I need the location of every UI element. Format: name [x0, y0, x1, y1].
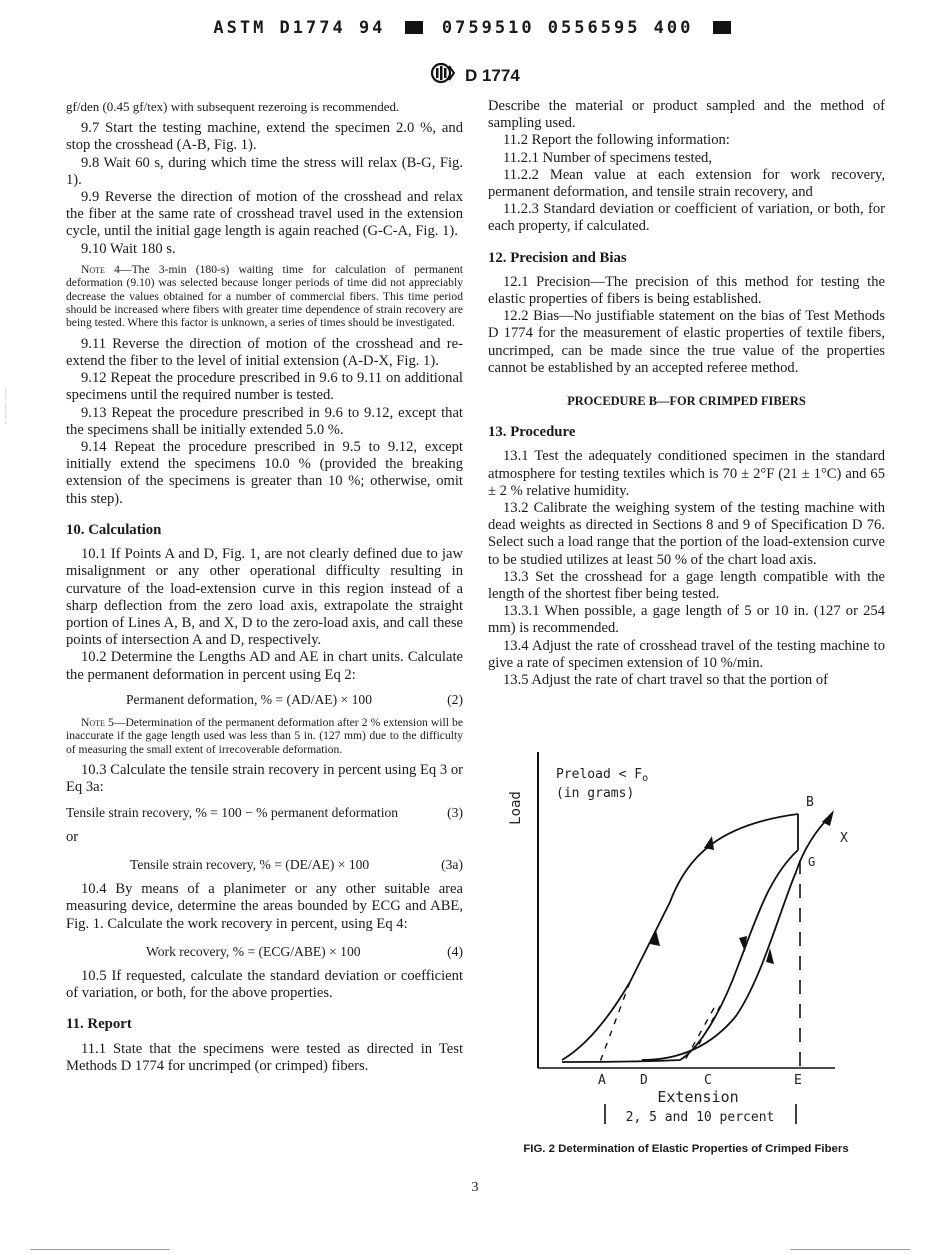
extrapolation-c — [684, 1008, 714, 1062]
right-column — [488, 98, 885, 689]
paragraph-9-9: 9.9 Reverse the direction of motion of the crosshead and relax the fiber at the same rate of crosshead travel used in the extension cycle, until the initial gage length is again reached (G-C-A, Fig. 1). — [66, 189, 463, 240]
point-label-a: A — [598, 1073, 606, 1088]
footer-rule-left — [30, 1249, 170, 1250]
load-axis-label: Load — [508, 791, 524, 825]
preload-label: Preload < $F_o$ — [556, 767, 649, 784]
point-label-x: X — [840, 831, 848, 846]
header-block-mark-end — [713, 21, 731, 34]
arrow-recovery — [739, 936, 747, 952]
equation-2-text: Permanent deformation, % = (AD/AE) × 100 — [126, 691, 372, 707]
paragraph-13-3-1: 13.3.1 When possible, a gage length of 5 or 10 in. (127 or 254 mm) is recommended. — [488, 603, 885, 637]
header-block-mark — [405, 21, 423, 34]
note-5-text: —Determination of the permanent deformation after 2 % extension will be inaccurate if the gage length used was less than 5 in. (127 mm) due to the difficulty of measuring the small extent of irrecoverable deformation. — [66, 715, 463, 756]
paragraph-9-10: 9.10 Wait 180 s. — [81, 240, 176, 257]
paragraph-9-13: 9.13 Repeat the procedure prescribed in 9.6 to 9.12, except that the specimens shall be initially extended 5.0 %. — [66, 404, 463, 438]
paragraph-9-14: 9.14 Repeat the procedure prescribed in 9.5 to 9.12, except initially extend the specimens 10.0 % (provided the breaking extension of the specimens is greater than 10 %; otherwise, omit this step). — [66, 439, 463, 507]
point-label-g: G — [808, 855, 816, 869]
note-5-label: Note 5 — [81, 715, 114, 729]
note-4-text: —The 3-min (180-s) waiting time for calculation of permanent deformation (9.10) was selected because longer periods of time did not appreciably decrease the values obtained for a number of commercial fibers. This time period should be increased where fibers with greater time dependence of strain recovery are being tested. Where this factor is unknown, a series of times should be investigated. — [66, 262, 463, 330]
extension-range-label: 2, 5 and 10 percent — [625, 1110, 775, 1125]
point-label-d: D — [640, 1073, 648, 1088]
procedure-b-heading: PROCEDURE B—FOR CRIMPED FIBERS — [567, 394, 806, 409]
equation-3a-text: Tensile strain recovery, % = (DE/AE) × 100 — [130, 856, 370, 872]
equation-3a-number: (3a) — [441, 856, 463, 872]
arrow-loading-upper — [704, 836, 714, 850]
paragraph-10-4: 10.4 By means of a planimeter or any other suitable area measuring device, determine the areas bounded by ECG and ABE, Fig. 1. Calculate the work recovery in percent, using Eq 4: — [66, 881, 463, 932]
reextension-curve — [642, 814, 832, 1060]
point-label-c: C — [704, 1073, 712, 1088]
note-4-label: Note 4 — [81, 262, 120, 276]
paragraph-10-3: 10.3 Calculate the tensile strain recovery in percent using Eq 3 or Eq 3a: — [66, 762, 463, 796]
paragraph-13-2: 13.2 Calibrate the weighing system of the testing machine with dead weights as directed in Sections 8 and 9 of Specification D 76. Select such a load range that the portion of the load-extension curve to be studied utilizes at least 50 % of the chart load axis. — [488, 500, 885, 568]
point-label-b: B — [806, 795, 814, 810]
paragraph-13-1: 13.1 Test the adequately conditioned specimen in the standard atmosphere for testing textiles which is 70 ± 2°F (21 ± 1°C) and 65 ± 2 % relative humidity. — [488, 448, 885, 499]
extrapolation-a — [600, 982, 630, 1062]
note-4 — [66, 263, 463, 330]
paragraph-12-1: 12.1 Precision—The precision of this method for testing the elastic properties of fibers is being established. — [488, 273, 885, 308]
note-5 — [66, 716, 463, 756]
loading-curve — [562, 814, 798, 1060]
point-label-e: E — [794, 1073, 802, 1088]
paragraph-continuation-right: Describe the material or product sampled and the method of sampling used. — [488, 98, 885, 132]
equation-2-number: (2) — [447, 691, 463, 707]
footer-rule-right — [790, 1249, 910, 1250]
paragraph-11-2: 11.2 Report the following information: — [503, 132, 730, 149]
paragraph-9-7: 9.7 Start the testing machine, extend the specimen 2.0 %, and stop the crosshead (A-B, Fig. 1). — [66, 120, 463, 154]
paragraph-11-2-2: 11.2.2 Mean value at each extension for work recovery, permanent deformation, and tensile strain recovery, and — [488, 166, 885, 201]
page-number: 3 — [471, 1180, 479, 1195]
margin-marks: | ¦ | ¦ — [5, 387, 7, 424]
section-heading-13: 13. Procedure — [488, 424, 576, 441]
or-text: or — [66, 828, 79, 845]
paragraph-13-4: 13.4 Adjust the rate of crosshead travel of the testing machine to give a rate of specimen extension of 10 %/min. — [488, 637, 885, 671]
equation-3-number: (3) — [447, 804, 463, 820]
paragraph-13-5: 13.5 Adjust the rate of chart travel so that the portion of — [503, 672, 829, 689]
preload-unit-label: (in grams) — [556, 786, 635, 801]
section-heading-11: 11. Report — [66, 1016, 132, 1033]
paragraph-9-8: 9.8 Wait 60 s, during which time the stress will relax (B-G, Fig. 1). — [66, 154, 463, 188]
standard-designation — [0, 62, 950, 86]
paragraph-9-11: 9.11 Reverse the direction of motion of the crosshead and re-extend the fiber to the level of initial extension (A-D-X, Fig. 1). — [66, 335, 463, 370]
figure-2-caption: FIG. 2 Determination of Elastic Properties of Crimped Fibers — [523, 1143, 849, 1155]
paragraph-10-2: 10.2 Determine the Lengths AD and AE in chart units. Calculate the permanent deformation in percent using Eq 2: — [66, 649, 463, 683]
paragraph-13-3: 13.3 Set the crosshead for a gage length compatible with the length of the shortest fiber being tested. — [488, 568, 885, 603]
equation-3 — [66, 804, 463, 821]
paragraph-11-1: 11.1 State that the specimens were tested as directed in Test Methods D 1774 for uncrimped (or crimped) fibers. — [66, 1040, 463, 1074]
equation-2 — [66, 691, 463, 708]
left-column — [66, 98, 463, 1075]
equation-4-number: (4) — [447, 943, 463, 959]
paragraph-10-5: 10.5 If requested, calculate the standard deviation or coefficient of variation, or both, for the above properties. — [66, 967, 463, 1002]
section-heading-12: 12. Precision and Bias — [488, 249, 627, 266]
paragraph-continuation: gf/den (0.45 gf/tex) with subsequent rezeroing is recommended. — [66, 99, 400, 114]
extension-axis-label: Extension — [657, 1088, 739, 1106]
paragraph-12-2: 12.2 Bias—No justifiable statement on the bias of Test Methods D 1774 for the measurement of elastic properties of textile fibers, uncrimped, can be made since the true value of the properties cannot be established by an accepted referee method. — [488, 308, 885, 376]
equation-4 — [66, 943, 463, 960]
astm-logo-icon — [430, 62, 456, 84]
paragraph-9-12: 9.12 Repeat the procedure prescribed in 9.6 to 9.11 on additional specimens until the required number is tested. — [66, 370, 463, 404]
equation-4-text: Work recovery, % = (ECG/ABE) × 100 — [146, 943, 361, 959]
equation-3a — [66, 856, 463, 873]
designation-text: D 1774 — [464, 66, 520, 85]
paragraph-10-1: 10.1 If Points A and D, Fig. 1, are not clearly defined due to jaw misalignment or any other operational difficulty resulting in curvature of the load-extension curve in this region instead of a sharp deflection from the zero load axis, extrapolate the straight portion of Lines A, B, and X, D to the zero-load axis, and call these points of intersection A and D, respectively. — [66, 546, 463, 649]
paragraph-11-2-3: 11.2.3 Standard deviation or coefficient of variation, or both, for each property, if calculated. — [488, 201, 885, 235]
header-catalog-code: 0759510 0556595 400 — [441, 18, 694, 38]
paragraph-11-2-1: 11.2.1 Number of specimens tested, — [503, 149, 712, 166]
running-header — [0, 18, 950, 38]
section-heading-10: 10. Calculation — [66, 521, 162, 538]
header-astm-code: ASTM D1774 94 — [213, 18, 386, 38]
figure-2-diagram — [500, 750, 880, 1135]
equation-3-text: Tensile strain recovery, % = 100 − % permanent deformation — [66, 804, 399, 820]
